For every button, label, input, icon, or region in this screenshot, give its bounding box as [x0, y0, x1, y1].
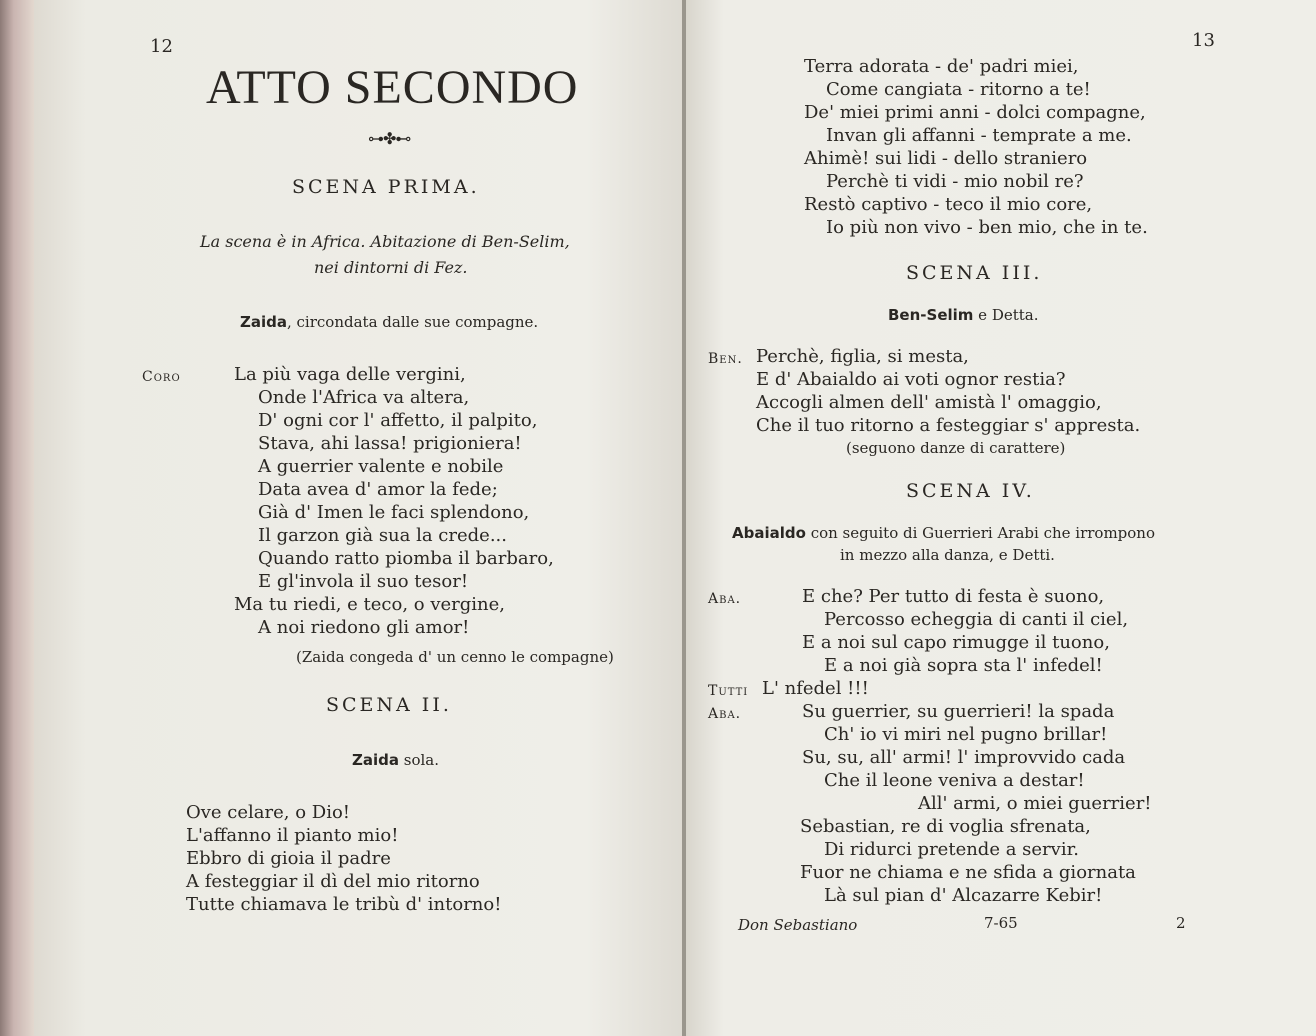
verse-line: Invan gli affanni - temprate a me. — [826, 125, 1132, 146]
verse-line: L'affanno il pianto mio! — [186, 825, 399, 846]
stage-direction — [732, 522, 1155, 544]
stage-direction: in mezzo alla danza, e Detti. — [840, 546, 1055, 564]
verse-line: Come cangiata - ritorno a te! — [826, 79, 1091, 100]
verse-line: Perchè ti vidi - mio nobil re? — [826, 171, 1084, 192]
stage-direction: (seguono danze di carattere) — [846, 439, 1066, 457]
stage-direction — [240, 311, 538, 333]
speaker-label: Aba. — [708, 591, 742, 607]
footer-signature: 7-65 — [984, 914, 1018, 932]
verse-line: Là sul pian d' Alcazarre Kebir! — [824, 885, 1103, 906]
verse-line: Stava, ahi lassa! prigioniera! — [258, 433, 522, 454]
scene-setting-line: La scena è in Africa. Abitazione di Ben-Selim, — [200, 232, 570, 251]
character-name: Zaida — [352, 751, 399, 769]
scene-heading: SCENA III. — [906, 262, 1043, 284]
stage-direction: (Zaida congeda d' un cenno le compagne) — [296, 648, 614, 666]
verse-line: Ma tu riedi, e teco, o vergine, — [234, 594, 506, 615]
act-title: ATTO SECONDO — [206, 61, 579, 114]
verse-line: A noi riedono gli amor! — [258, 617, 470, 638]
stage-direction — [352, 749, 439, 771]
left-page — [34, 0, 684, 1036]
verse-line: Fuor ne chiama e ne sfida a giornata — [800, 862, 1136, 883]
verse-line: All' armi, o miei guerrier! — [918, 793, 1152, 814]
verse-line: L' nfedel !!! — [762, 678, 869, 699]
verse-line: Onde l'Africa va altera, — [258, 387, 470, 408]
stage-direction — [888, 304, 1039, 326]
character-name: Abaialdo — [732, 524, 806, 542]
scene-heading: SCENA II. — [326, 694, 452, 716]
verse-line: A guerrier valente e nobile — [258, 456, 504, 477]
verse-line: Accogli almen dell' amistà l' omaggio, — [756, 392, 1102, 413]
verse-line: Quando ratto piomba il barbaro, — [258, 548, 554, 569]
stage-direction-text: con seguito di Guerrieri Arabi che irrompono — [805, 524, 1155, 542]
verse-line: Data avea d' amor la fede; — [258, 479, 498, 500]
speaker-label: Ben. — [708, 351, 743, 367]
stage-direction-text: , circondata dalle sue compagne. — [287, 313, 539, 331]
verse-line: Restò captivo - teco il mio core, — [804, 194, 1093, 215]
stage-direction-text: e Detta. — [973, 306, 1039, 324]
verse-line: De' miei primi anni - dolci compagne, — [804, 102, 1146, 123]
verse-line: D' ogni cor l' affetto, il palpito, — [258, 410, 538, 431]
speaker-label: Coro — [142, 369, 181, 385]
verse-line: A festeggiar il dì del mio ritorno — [186, 871, 480, 892]
scene-heading: SCENA PRIMA. — [292, 176, 480, 198]
verse-line: Di ridurci pretende a servir. — [824, 839, 1079, 860]
page-number: 13 — [1192, 30, 1215, 51]
verse-line: Tutte chiamava le tribù d' intorno! — [186, 894, 502, 915]
footer-gathering: 2 — [1176, 914, 1186, 932]
verse-line: Che il leone veniva a destar! — [824, 770, 1085, 791]
verse-line: Terra adorata - de' padri miei, — [804, 56, 1079, 77]
verse-line: Percosso echeggia di canti il ciel, — [824, 609, 1129, 630]
verse-line: E a noi già sopra sta l' infedel! — [824, 655, 1103, 676]
book-edge — [0, 0, 34, 1036]
page-number: 12 — [150, 36, 173, 57]
ornament: ⊶✤⊷ — [368, 129, 411, 148]
verse-line: Che il tuo ritorno a festeggiar s' appresta. — [756, 415, 1141, 436]
verse-line: Su guerrier, su guerrieri! la spada — [802, 701, 1115, 722]
verse-line: Già d' Imen le faci splendono, — [258, 502, 530, 523]
scene-setting-line: nei dintorni di Fez. — [314, 258, 468, 277]
speaker-label: Aba. — [708, 706, 742, 722]
verse-line: Perchè, figlia, si mesta, — [756, 346, 969, 367]
verse-line: Il garzon già sua la crede... — [258, 525, 507, 546]
verse-line: La più vaga delle vergini, — [234, 364, 466, 385]
verse-line: E a noi sul capo rimugge il tuono, — [802, 632, 1110, 653]
verse-line: Ahimè! sui lidi - dello straniero — [804, 148, 1088, 169]
verse-line: Io più non vivo - ben mio, che in te. — [826, 217, 1148, 238]
stage-direction-text: sola. — [399, 751, 440, 769]
verse-line: E d' Abaialdo ai voti ognor restia? — [756, 369, 1066, 390]
speaker-label: Tutti — [708, 683, 749, 699]
character-name: Ben-Selim — [888, 306, 974, 324]
verse-line: Ove celare, o Dio! — [186, 802, 351, 823]
verse-line: Ebbro di gioia il padre — [186, 848, 391, 869]
verse-line: E che? Per tutto di festa è suono, — [802, 586, 1105, 607]
scene-heading: SCENA IV. — [906, 480, 1035, 502]
verse-line: Ch' io vi miri nel pugno brillar! — [824, 724, 1108, 745]
right-page — [686, 0, 1316, 1036]
verse-line: E gl'invola il suo tesor! — [258, 571, 469, 592]
character-name: Zaida — [240, 313, 287, 331]
verse-line: Sebastian, re di voglia sfrenata, — [800, 816, 1091, 837]
verse-line: Su, su, all' armi! l' improvvido cada — [802, 747, 1126, 768]
footer-title: Don Sebastiano — [738, 916, 858, 934]
